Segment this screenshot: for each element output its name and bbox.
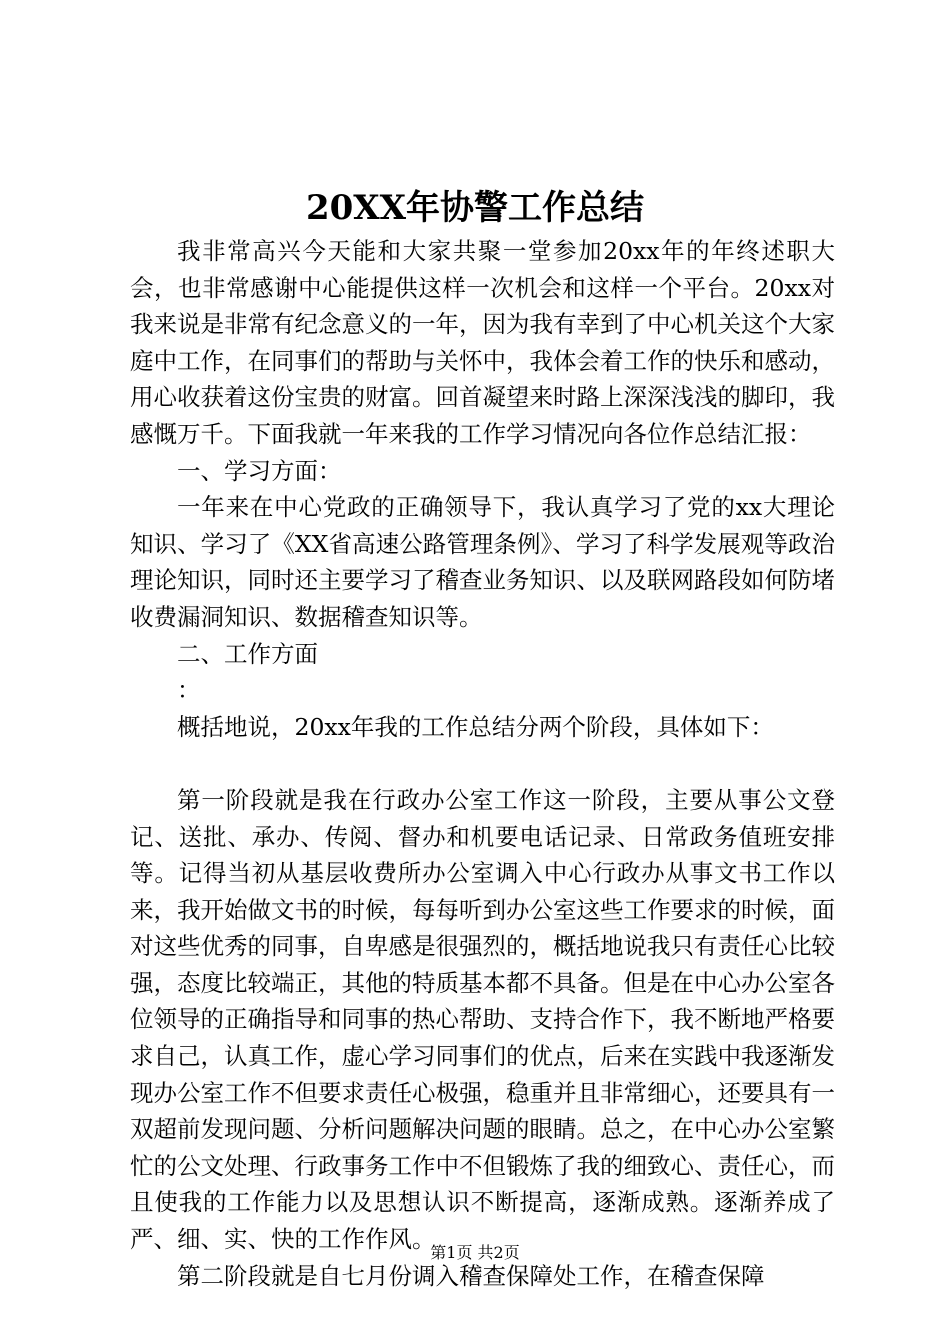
heading-work: 二、工作方面	[177, 639, 318, 668]
blank-line	[130, 745, 835, 782]
paragraph-intro: 我非常高兴今天能和大家共聚一堂参加20xx年的年终述职大会，也非常感谢中心能提供这样一次机会和这样一个平台。20xx对我来说是非常有纪念意义的一年，因为我有幸到了中心机关这个大家庭中工作，在同事们的帮助与关怀中，我体会着工作的快乐和感动，用心收获着这份宝贵的财富。回首凝望来时路上深深浅浅的脚印，我感慨万千。下面我就一年来我的工作学习情况向各位作总结汇报：	[130, 237, 835, 448]
paragraph-work-summary: 概括地说，20xx年我的工作总结分两个阶段，具体如下：	[177, 712, 774, 741]
heading-work-colon: ：	[177, 676, 201, 705]
paragraph-stage-two: 第二阶段就是自七月份调入稽查保障处工作，在稽查保障	[177, 1261, 765, 1290]
heading-study: 一、学习方面：	[177, 456, 342, 485]
page-footer: 第1页 共2页	[430, 1243, 520, 1262]
document-title: 20XX年协警工作总结	[305, 188, 645, 228]
document-body	[130, 233, 835, 1294]
paragraph-study: 一年来在中心党政的正确领导下，我认真学习了党的xx大理论知识、学习了《XX省高速公路管理条例》、学习了科学发展观等政治理论知识，同时还主要学习了稽查业务知识、以及联网路段如何防堵收费漏洞知识、数据稽查知识等。	[130, 493, 835, 631]
paragraph-stage-one: 第一阶段就是我在行政办公室工作这一阶段，主要从事公文登记、送批、承办、传阅、督办和机要电话记录、日常政务值班安排等。记得当初从基层收费所办公室调入中心行政办从事文书工作以来，我开始做文书的时候，每每听到办公室这些工作要求的时候，面对这些优秀的同事，自卑感是很强烈的，概括地说我只有责任心比较强，态度比较端正，其他的特质基本都不具备。但是在中心办公室各位领导的正确指导和同事的热心帮助、支持合作下，我不断地严格要求自己，认真工作，虚心学习同事们的优点，后来在实践中我逐渐发现办公室工作不但要求责任心极强，稳重并且非常细心，还要具有一双超前发现问题、分析问题解决问题的眼睛。总之，在中心办公室繁忙的公文处理、行政事务工作中不但锻炼了我的细致心、责任心，而且使我的工作能力以及思想认识不断提高，逐渐成熟。逐渐养成了严、细、实、快的工作作风。	[130, 785, 835, 1254]
